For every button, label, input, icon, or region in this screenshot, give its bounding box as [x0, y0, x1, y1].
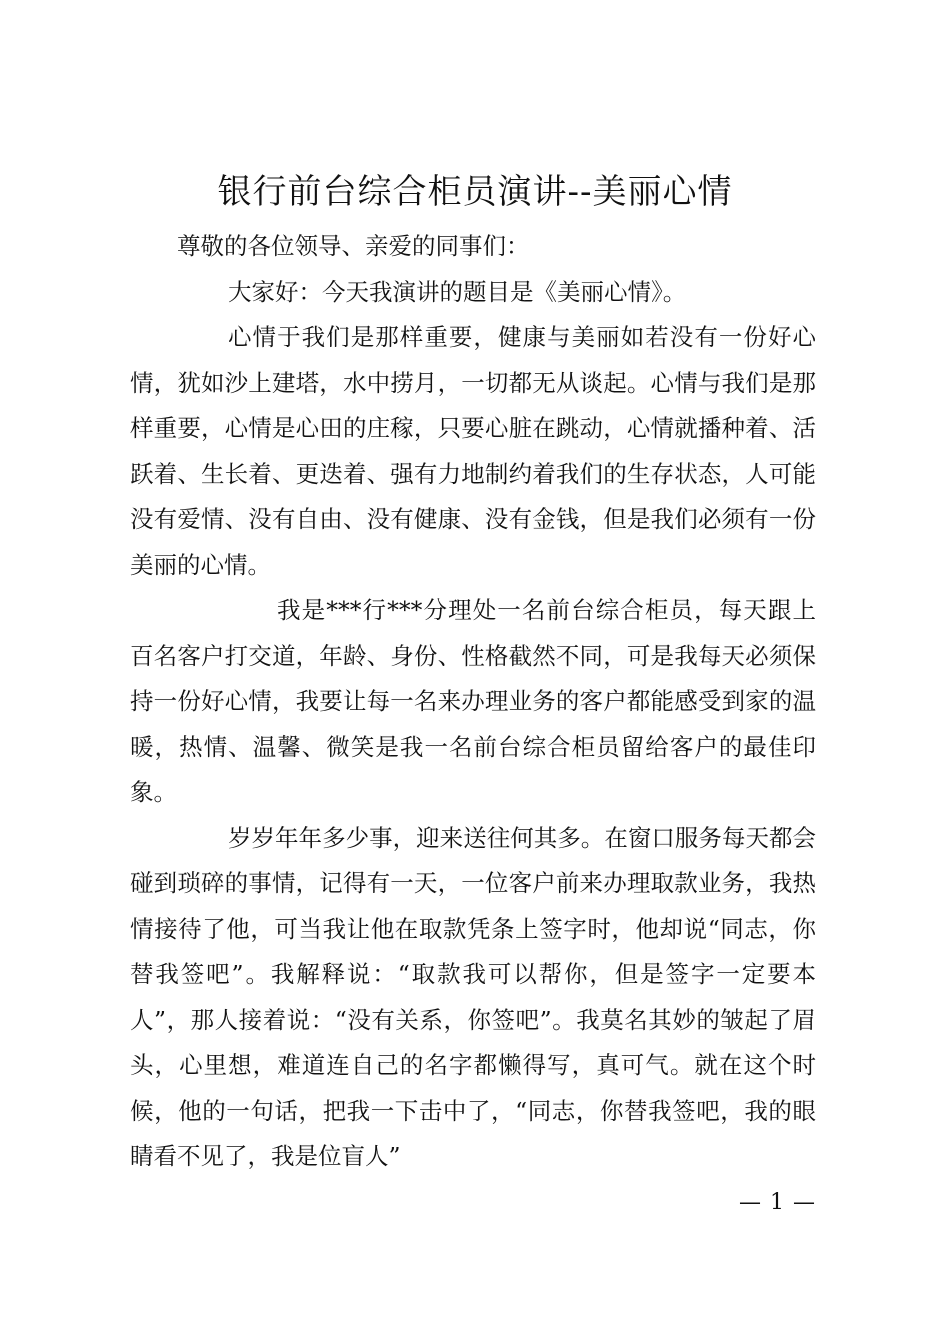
salutation: 尊敬的各位领导、亲爱的同事们： [177, 232, 530, 260]
paragraph-mood-importance: 心情于我们是那样重要，健康与美丽如若没有一份好心情，犹如沙上建塔，水中捞月，一切都无从谈起。心情与我们是那样重要，心情是心田的庄稼，只要心脏在跳动，心情就播种着、活跃着、生长着、更迭着、强有力地制约着我们的生存状态，人可能没有爱情、没有自由、没有健康、没有金钱，但是我们必须有一份美丽的心情。 [130, 323, 816, 579]
document-body [130, 224, 816, 1180]
paragraph-greeting: 大家好：今天我演讲的题目是《美丽心情》。 [228, 277, 687, 306]
document-title: 银行前台综合柜员演讲--美丽心情 [217, 172, 733, 212]
paragraph-self-introduction: 我是***行***分理处一名前台综合柜员，每天跟上百名客户打交道，年龄、身份、性格截然不同，可是我每天必须保持一份好心情，我要让每一名来办理业务的客户都能感受到家的温暖，热情、温馨、微笑是我一名前台综合柜员留给客户的最佳印象。 [130, 596, 816, 806]
paragraph-customer-story: 岁岁年年多少事，迎来送往何其多。在窗口服务每天都会碰到琐碎的事情，记得有一天，一位客户前来办理取款业务，我热情接待了他，可当我让他在取款凭条上签字时，他却说“同志，你替我签吧”。我解释说：“取款我可以帮你，但是签字一定要本人”，那人接着说：“没有关系，你签吧”。我莫名其妙的皱起了眉头，心里想，难道连自己的名字都懒得写，真可气。就在这个时候，他的一句话，把我一下击中了，“同志，你替我签吧，我的眼睛看不见了，我是位盲人” [130, 823, 816, 1170]
page-number: — 1 — [739, 1190, 816, 1215]
